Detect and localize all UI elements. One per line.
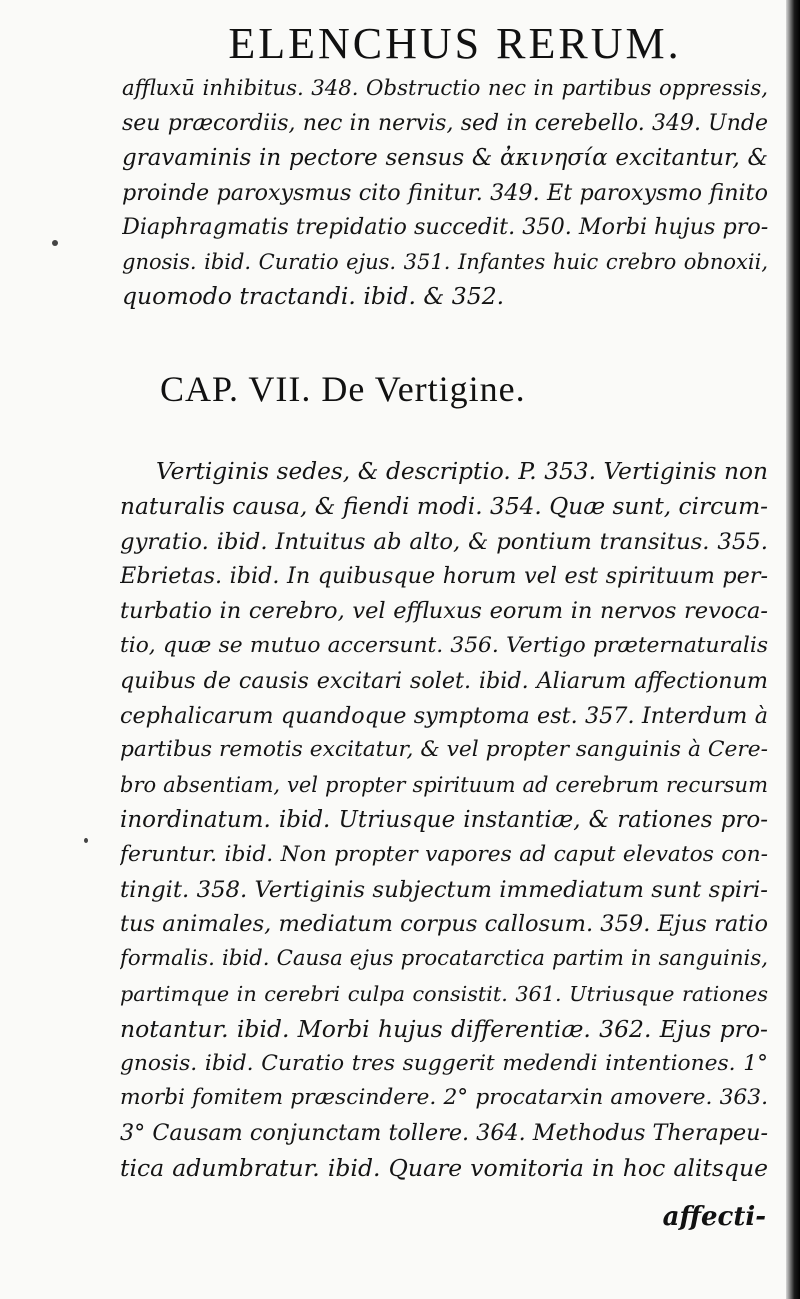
text-line: gnosis. ibid. Curatio ejus. 351. Infantes huic crebro obnoxii,: [122, 249, 768, 274]
text-line: 3° Causam conjunctam tollere. 364. Methodus Therapeu-: [120, 1120, 768, 1147]
text-line: Ebrietas. ibid. In quibusque horum vel est spirituum per-: [120, 563, 768, 590]
text-line: gravaminis in pectore sensus & ἀκινησία excitantur, &: [122, 145, 768, 171]
text-line: formalis. ibid. Causa ejus procatarctica partim in sanguinis,: [120, 946, 768, 972]
text-line: gnosis. ibid. Curatio tres suggerit medendi intentiones. 1°: [120, 1050, 768, 1076]
catchword: affecti-: [662, 1202, 766, 1232]
text-line: affluxū inhibitus. 348. Obstructio nec in partibus oppressis,: [122, 76, 768, 101]
text-line: cephalicarum quandoque symptoma est. 357. Interdum à: [120, 702, 768, 729]
text-line: tingit. 358. Vertiginis subjectum immediatum sunt spiri-: [120, 876, 768, 903]
text-line: bro absentiam, vel propter spirituum ad cerebrum recursum: [120, 773, 768, 798]
text-line: gyratio. ibid. Intuitus ab alto, & pontium transitus. 355.: [120, 528, 768, 555]
chapter-heading: CAP. VII. De Vertigine.: [160, 369, 526, 409]
text-line: tio, quæ se mutuo accersunt. 356. Vertigo præternaturalis: [120, 632, 768, 658]
text-line: feruntur. ibid. Non propter vapores ad caput elevatos con-: [120, 841, 768, 867]
text-line: Vertiginis sedes, & descriptio. P. 353. Vertiginis non: [156, 458, 768, 485]
text-line: proinde paroxysmus cito finitur. 349. Et paroxysmo finito: [122, 179, 768, 206]
chapter-paragraph: [120, 455, 768, 1186]
text-line: partibus remotis excitatur, & vel propter sanguinis à Cere-: [120, 737, 768, 763]
text-line: tus animales, mediatum corpus callosum. 359. Ejus ratio: [120, 911, 768, 938]
text-line: partimque in cerebri culpa consistit. 361. Utriusque rationes: [120, 981, 768, 1006]
text-line: notantur. ibid. Morbi hujus differentiæ. 362. Ejus pro-: [120, 1014, 768, 1043]
ink-speck: [84, 838, 88, 843]
text-line: inordinatum. ibid. Utriusque instantiæ, & rationes pro-: [120, 806, 768, 833]
text-line: morbi fomitem præscindere. 2° procatarxin amovere. 363.: [120, 1085, 768, 1111]
text-line: seu præcordiis, nec in nervis, sed in cerebello. 349. Unde: [122, 110, 768, 136]
text-line: naturalis causa, & fiendi modi. 354. Quæ sunt, circum-: [120, 492, 768, 520]
page-edge-shadow: [786, 0, 800, 1299]
text-line: tica adumbratur. ibid. Quare vomitoria in hoc alitsque: [120, 1153, 768, 1182]
text-line: quomodo tractandi. ibid. & 352.: [122, 282, 505, 310]
running-head: ELENCHUS RERUM.: [228, 19, 682, 68]
text-line: quibus de causis excitari solet. ibid. Aliarum affectionum: [120, 667, 768, 694]
text-line: turbatio in cerebro, vel effluxus eorum in nervos revoca-: [120, 598, 768, 625]
ink-speck: [52, 240, 58, 246]
continuation-paragraph: [122, 72, 768, 314]
text-line: Diaphragmatis trepidatio succedit. 350. Morbi hujus pro-: [122, 214, 768, 240]
